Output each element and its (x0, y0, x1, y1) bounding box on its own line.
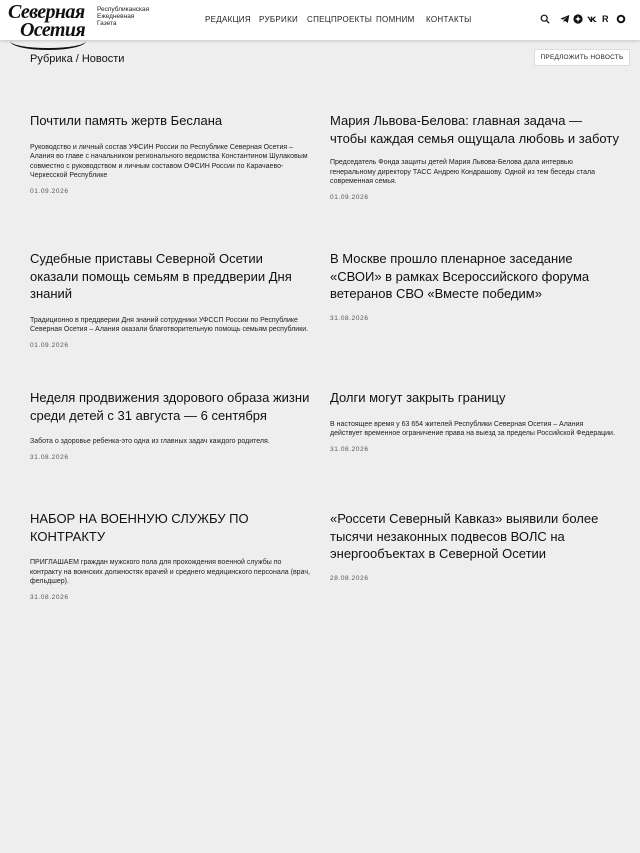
news-title[interactable]: Долги могут закрыть границу (330, 390, 506, 405)
news-title[interactable]: Почтили память жертв Беслана (30, 113, 223, 128)
news-date: 01.09.2026 (330, 193, 369, 201)
news-date: 01.09.2026 (30, 341, 69, 349)
search-icon[interactable] (540, 14, 550, 24)
news-summary: Руководство и личный состав УФСИН России по Республике Северная Осетия – Алания во главе с начальником регионального ведомства Константином Шулаковым совместно с руководством и личным составом ОФСИН России по Карачаево-Черкесской Республике (30, 143, 308, 180)
telegram-icon[interactable] (560, 14, 570, 24)
tagline-line: Ежедневная (97, 13, 135, 20)
news-title[interactable]: Неделя продвижения здорового образа жизни среди детей с 31 августа — 6 сентября (30, 390, 310, 423)
news-card[interactable] (30, 112, 315, 195)
news-card[interactable] (30, 510, 315, 601)
news-card[interactable] (330, 510, 600, 582)
news-date: 28.08.2026 (330, 574, 369, 582)
news-summary: В настоящее время у 63 654 жителей Республики Северная Осетия – Алания действует временное ограничение права на выезд за пределы Российской Федерации. (330, 420, 615, 438)
news-title[interactable]: «Россети Северный Кавказ» выявили более тысячи незаконных подвесов ВОЛС на энергообъектах в Северной Осетии (330, 511, 599, 561)
logo-line-1: Северная (8, 1, 85, 23)
news-summary: Забота о здоровье ребенка-это одна из главных задач каждого родителя. (30, 438, 270, 445)
news-date: 01.09.2026 (30, 187, 69, 195)
odnoklassniki-icon[interactable] (616, 14, 626, 24)
news-title[interactable]: Мария Львова-Белова: главная задача — чтобы каждая семья ощущала любовь и заботу (330, 113, 619, 146)
vk-icon[interactable] (587, 14, 597, 24)
nav-item-spetsproekty[interactable]: СПЕЦПРОЕКТЫ (307, 15, 373, 24)
news-card[interactable] (330, 250, 610, 322)
nav-item-pomnim[interactable]: ПОМНИМ (376, 15, 415, 24)
logo-swoosh (10, 32, 86, 50)
news-date: 31.08.2026 (30, 593, 69, 601)
breadcrumb[interactable]: Рубрика / Новости (30, 53, 125, 65)
suggest-news-button[interactable]: ПРЕДЛОЖИТЬ НОВОСТЬ (534, 49, 630, 66)
nav-item-kontakty[interactable]: КОНТАКТЫ (426, 15, 472, 24)
news-summary: Традиционно в преддверии Дня знаний сотрудники УФССП России по Республике Северная Осетия – Алания оказали благотворительную помощь семьям республики. (30, 316, 309, 334)
news-card[interactable] (330, 389, 615, 453)
news-title[interactable]: В Москве прошло пленарное заседание «СВОИ» в рамках Всероссийского форума ветеранов СВО «Вместе победим» (330, 251, 590, 301)
tagline-line: Республиканская (97, 6, 150, 13)
news-card[interactable] (30, 250, 310, 349)
dzen-icon[interactable] (573, 14, 583, 24)
news-card[interactable] (330, 112, 620, 201)
news-date: 31.08.2026 (30, 453, 69, 461)
site-tagline (97, 6, 167, 27)
rutube-icon[interactable]: R (602, 14, 609, 24)
news-summary: Председатель Фонда защиты детей Мария Львова-Белова дала интервью генеральному директору ТАСС Андрею Кондрашову. Одной из тем беседы стала современная семья. (330, 159, 596, 186)
news-date: 31.08.2026 (330, 314, 369, 322)
news-summary: ПРИГЛАШАЕМ граждан мужского пола для прохождения военной службы по контракту на воинских должностях врачей и среднего медицинского персонала (врач, фельдшер). (30, 559, 310, 586)
news-date: 31.08.2026 (330, 445, 369, 453)
tagline-line: Газета (97, 20, 117, 27)
site-logo[interactable] (8, 2, 90, 46)
site-header (0, 0, 640, 40)
header-icons (538, 14, 634, 26)
nav-item-redaktsiya[interactable]: РЕДАКЦИЯ (205, 15, 251, 24)
news-title[interactable]: Судебные приставы Северной Осетии оказали помощь семьям в преддверии Дня знаний (30, 251, 292, 301)
news-title[interactable]: НАБОР НА ВОЕННУЮ СЛУЖБУ ПО КОНТРАКТУ (30, 511, 249, 544)
nav-item-rubriki[interactable]: РУБРИКИ (259, 15, 299, 24)
news-card[interactable] (30, 389, 315, 461)
logo-line-2: Осетия (20, 19, 86, 41)
